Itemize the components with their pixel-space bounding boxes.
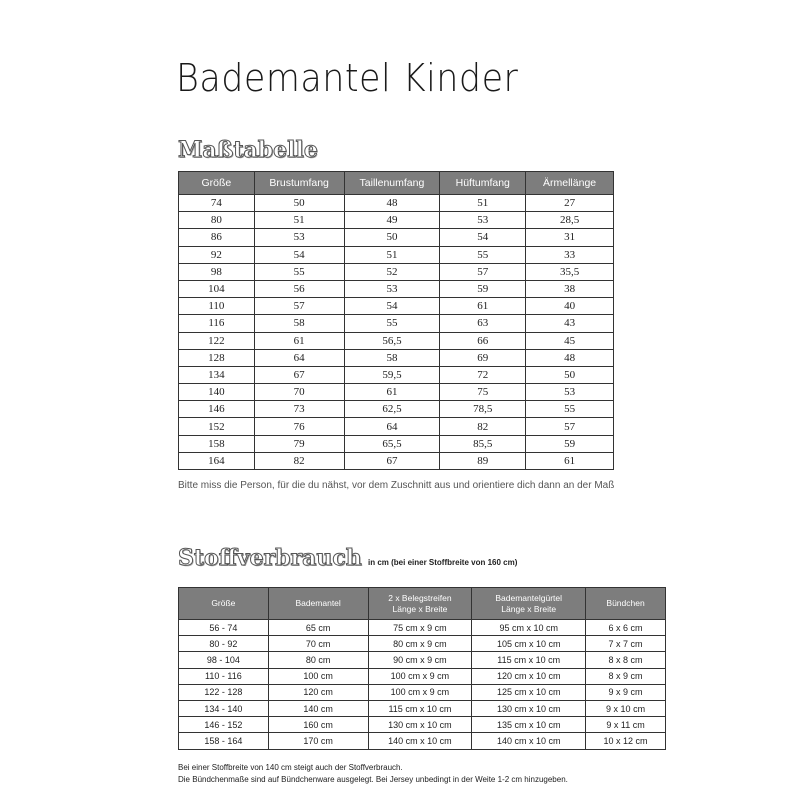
size-table-heading: Maßtabelle [178, 137, 318, 163]
size-note: Bitte miss die Person, für die du nähst, vor dem Zuschnitt aus und orientiere dich dann an der Maß [178, 480, 615, 491]
fabric-table-row-cell: 125 cm x 10 cm [472, 684, 586, 700]
fabric-table-row-cell: 160 cm [268, 717, 368, 733]
fabric-header-cell [268, 588, 368, 620]
fabric-table-row-cell: 8 x 9 cm [586, 668, 666, 684]
fabric-table-row-cell: 7 x 7 cm [586, 636, 666, 652]
size-table-row-cell: 104 [179, 280, 255, 297]
size-table-row-cell: 48 [344, 195, 440, 212]
size-header-cell: Hüftumfang [440, 172, 526, 195]
size-table-row-cell: 92 [179, 246, 255, 263]
size-table-row-cell: 62,5 [344, 401, 440, 418]
size-table-row-cell: 75 [440, 384, 526, 401]
fabric-notes [178, 762, 568, 786]
size-table-row-cell: 61 [440, 298, 526, 315]
size-table-row-cell: 80 [179, 212, 255, 229]
fabric-table-row [179, 652, 666, 668]
size-table-row [179, 366, 614, 383]
size-header-cell: Taillenumfang [344, 172, 440, 195]
fabric-table-row-cell: 56 - 74 [179, 620, 269, 636]
size-table-row-cell: 48 [526, 349, 614, 366]
fabric-table-row-cell: 80 cm [268, 652, 368, 668]
size-table-row-cell: 49 [344, 212, 440, 229]
size-table-row-cell: 76 [254, 418, 344, 435]
size-table-row [179, 246, 614, 263]
size-table-row-cell: 33 [526, 246, 614, 263]
fabric-table-row-cell: 100 cm x 9 cm [368, 684, 472, 700]
size-table-row-cell: 59 [526, 435, 614, 452]
fabric-header-line: Größe [211, 598, 236, 608]
size-table-row-cell: 55 [440, 246, 526, 263]
size-table-row [179, 332, 614, 349]
fabric-table-row-cell: 115 cm x 10 cm [368, 700, 472, 716]
size-table-row-cell: 56,5 [344, 332, 440, 349]
fabric-header-line: Länge x Breite [501, 603, 557, 614]
fabric-header-line: Bademantel [295, 598, 341, 608]
size-table-row-cell: 57 [440, 263, 526, 280]
fabric-table-row-cell: 130 cm x 10 cm [472, 700, 586, 716]
fabric-table-row [179, 636, 666, 652]
fabric-header-line: 2 x Belegstreifen [388, 592, 452, 603]
fabric-table-row [179, 620, 666, 636]
size-table-row-cell: 43 [526, 315, 614, 332]
page-title: Bademantel Kinder [176, 56, 519, 100]
fabric-header-line: Länge x Breite [392, 603, 448, 614]
size-table-row-cell: 31 [526, 229, 614, 246]
size-table-row-cell: 35,5 [526, 263, 614, 280]
size-table-row-cell: 50 [526, 366, 614, 383]
size-table-row-cell: 61 [344, 384, 440, 401]
size-table-row-cell: 57 [254, 298, 344, 315]
size-table-row-cell: 54 [344, 298, 440, 315]
size-table-row-cell: 164 [179, 452, 255, 469]
fabric-table-row-cell: 80 cm x 9 cm [368, 636, 472, 652]
size-table-row-cell: 146 [179, 401, 255, 418]
size-table-row-cell: 85,5 [440, 435, 526, 452]
size-table-row-cell: 28,5 [526, 212, 614, 229]
fabric-table-row-cell: 8 x 8 cm [586, 652, 666, 668]
size-table-row-cell: 51 [344, 246, 440, 263]
size-table-row-cell: 98 [179, 263, 255, 280]
size-table-row-cell: 53 [440, 212, 526, 229]
fabric-table-row-cell: 6 x 6 cm [586, 620, 666, 636]
fabric-table-row-cell: 120 cm [268, 684, 368, 700]
size-table-row-cell: 52 [344, 263, 440, 280]
size-table-row-cell: 134 [179, 366, 255, 383]
size-table-row-cell: 72 [440, 366, 526, 383]
size-table-row [179, 298, 614, 315]
size-table-row [179, 229, 614, 246]
fabric-header-line: Bündchen [606, 598, 645, 608]
fabric-table-row-cell: 115 cm x 10 cm [472, 652, 586, 668]
size-table-row-cell: 58 [344, 349, 440, 366]
fabric-table-row-cell: 100 cm x 9 cm [368, 668, 472, 684]
fabric-table-row-cell: 122 - 128 [179, 684, 269, 700]
fabric-table-header-row [179, 588, 666, 620]
fabric-table-row-cell: 135 cm x 10 cm [472, 717, 586, 733]
size-table-row-cell: 50 [344, 229, 440, 246]
size-table-row-cell: 54 [254, 246, 344, 263]
fabric-table-row-cell: 105 cm x 10 cm [472, 636, 586, 652]
size-table-row-cell: 54 [440, 229, 526, 246]
size-table-row-cell: 65,5 [344, 435, 440, 452]
size-table-row-cell: 70 [254, 384, 344, 401]
size-table-row-cell: 61 [526, 452, 614, 469]
fabric-table-row-cell: 170 cm [268, 733, 368, 749]
fabric-note-cuffs: Die Bündchenmaße sind auf Bündchenware ausgelegt. Bei Jersey unbedingt in der Weite 1-2 cm hinzugeben. [178, 775, 568, 784]
size-table-row-cell: 56 [254, 280, 344, 297]
size-table-row-cell: 64 [344, 418, 440, 435]
size-table-row-cell: 82 [440, 418, 526, 435]
size-table-header-row [179, 172, 614, 195]
fabric-table-row [179, 684, 666, 700]
size-table-row [179, 195, 614, 212]
size-table-row [179, 384, 614, 401]
fabric-table-row-cell: 158 - 164 [179, 733, 269, 749]
size-table-row [179, 418, 614, 435]
size-table-row-cell: 128 [179, 349, 255, 366]
size-table-row-cell: 116 [179, 315, 255, 332]
size-table-row-cell: 58 [254, 315, 344, 332]
size-table-row-cell: 69 [440, 349, 526, 366]
fabric-table-row-cell: 130 cm x 10 cm [368, 717, 472, 733]
fabric-table-row-cell: 140 cm [268, 700, 368, 716]
size-table-row-cell: 63 [440, 315, 526, 332]
size-header-cell: Ärmellänge [526, 172, 614, 195]
size-table-row-cell: 61 [254, 332, 344, 349]
fabric-table-row-cell: 65 cm [268, 620, 368, 636]
size-table-body [179, 195, 614, 470]
fabric-table-row-cell: 9 x 10 cm [586, 700, 666, 716]
size-table-row-cell: 158 [179, 435, 255, 452]
size-table-row-cell: 51 [440, 195, 526, 212]
size-header-cell: Größe [179, 172, 255, 195]
size-table-row-cell: 78,5 [440, 401, 526, 418]
fabric-table-row-cell: 9 x 11 cm [586, 717, 666, 733]
size-table-row [179, 212, 614, 229]
size-table-row-cell: 67 [254, 366, 344, 383]
size-table-row-cell: 55 [344, 315, 440, 332]
size-table-row-cell: 40 [526, 298, 614, 315]
size-table-row [179, 349, 614, 366]
fabric-table-row-cell: 140 cm x 10 cm [368, 733, 472, 749]
size-table-row-cell: 67 [344, 452, 440, 469]
size-table-row-cell: 53 [254, 229, 344, 246]
size-table-row-cell: 82 [254, 452, 344, 469]
size-table-row-cell: 53 [526, 384, 614, 401]
size-table-row-cell: 89 [440, 452, 526, 469]
fabric-header-cell [368, 588, 472, 620]
fabric-table-row-cell: 98 - 104 [179, 652, 269, 668]
fabric-table-row-cell: 146 - 152 [179, 717, 269, 733]
fabric-table [178, 587, 666, 750]
size-table-row [179, 452, 614, 469]
size-table-row-cell: 38 [526, 280, 614, 297]
fabric-table-row [179, 668, 666, 684]
size-table-row-cell: 140 [179, 384, 255, 401]
size-table-row [179, 435, 614, 452]
size-table-row-cell: 110 [179, 298, 255, 315]
fabric-table-row-cell: 110 - 116 [179, 668, 269, 684]
size-table-row-cell: 86 [179, 229, 255, 246]
size-table-row-cell: 53 [344, 280, 440, 297]
size-table-row-cell: 73 [254, 401, 344, 418]
size-table-row-cell: 122 [179, 332, 255, 349]
size-table-row-cell: 79 [254, 435, 344, 452]
size-table-row-cell: 64 [254, 349, 344, 366]
size-table-row [179, 280, 614, 297]
fabric-header-cell [472, 588, 586, 620]
size-table-row-cell: 51 [254, 212, 344, 229]
fabric-table-row-cell: 75 cm x 9 cm [368, 620, 472, 636]
fabric-table-row-cell: 95 cm x 10 cm [472, 620, 586, 636]
fabric-table-row-cell: 100 cm [268, 668, 368, 684]
size-table-row-cell: 55 [526, 401, 614, 418]
size-table-row-cell: 45 [526, 332, 614, 349]
size-table-row-cell: 66 [440, 332, 526, 349]
fabric-note-width: Bei einer Stoffbreite von 140 cm steigt auch der Stoffverbrauch. [178, 763, 403, 772]
fabric-table-heading: Stoffverbrauch [178, 545, 362, 571]
size-table-row-cell: 74 [179, 195, 255, 212]
fabric-header-line: Bademantelgürtel [495, 592, 563, 603]
fabric-table-row-cell: 80 - 92 [179, 636, 269, 652]
fabric-table-subheading: in cm (bei einer Stoffbreite von 160 cm) [368, 558, 518, 567]
fabric-table-body [179, 620, 666, 750]
size-table-row [179, 315, 614, 332]
fabric-table-row-cell: 70 cm [268, 636, 368, 652]
size-table-row [179, 401, 614, 418]
size-table-row-cell: 55 [254, 263, 344, 280]
size-table [178, 171, 614, 470]
size-table-row-cell: 57 [526, 418, 614, 435]
size-table-row-cell: 59,5 [344, 366, 440, 383]
size-table-row [179, 263, 614, 280]
fabric-header-cell [586, 588, 666, 620]
fabric-table-row [179, 700, 666, 716]
size-table-row-cell: 50 [254, 195, 344, 212]
fabric-table-row-cell: 9 x 9 cm [586, 684, 666, 700]
fabric-table-row-cell: 140 cm x 10 cm [472, 733, 586, 749]
fabric-table-row [179, 733, 666, 749]
fabric-table-row [179, 717, 666, 733]
fabric-table-row-cell: 10 x 12 cm [586, 733, 666, 749]
fabric-header-cell [179, 588, 269, 620]
size-header-cell: Brustumfang [254, 172, 344, 195]
fabric-table-row-cell: 120 cm x 10 cm [472, 668, 586, 684]
fabric-table-row-cell: 90 cm x 9 cm [368, 652, 472, 668]
fabric-table-row-cell: 134 - 140 [179, 700, 269, 716]
size-table-row-cell: 59 [440, 280, 526, 297]
size-table-row-cell: 152 [179, 418, 255, 435]
size-table-row-cell: 27 [526, 195, 614, 212]
